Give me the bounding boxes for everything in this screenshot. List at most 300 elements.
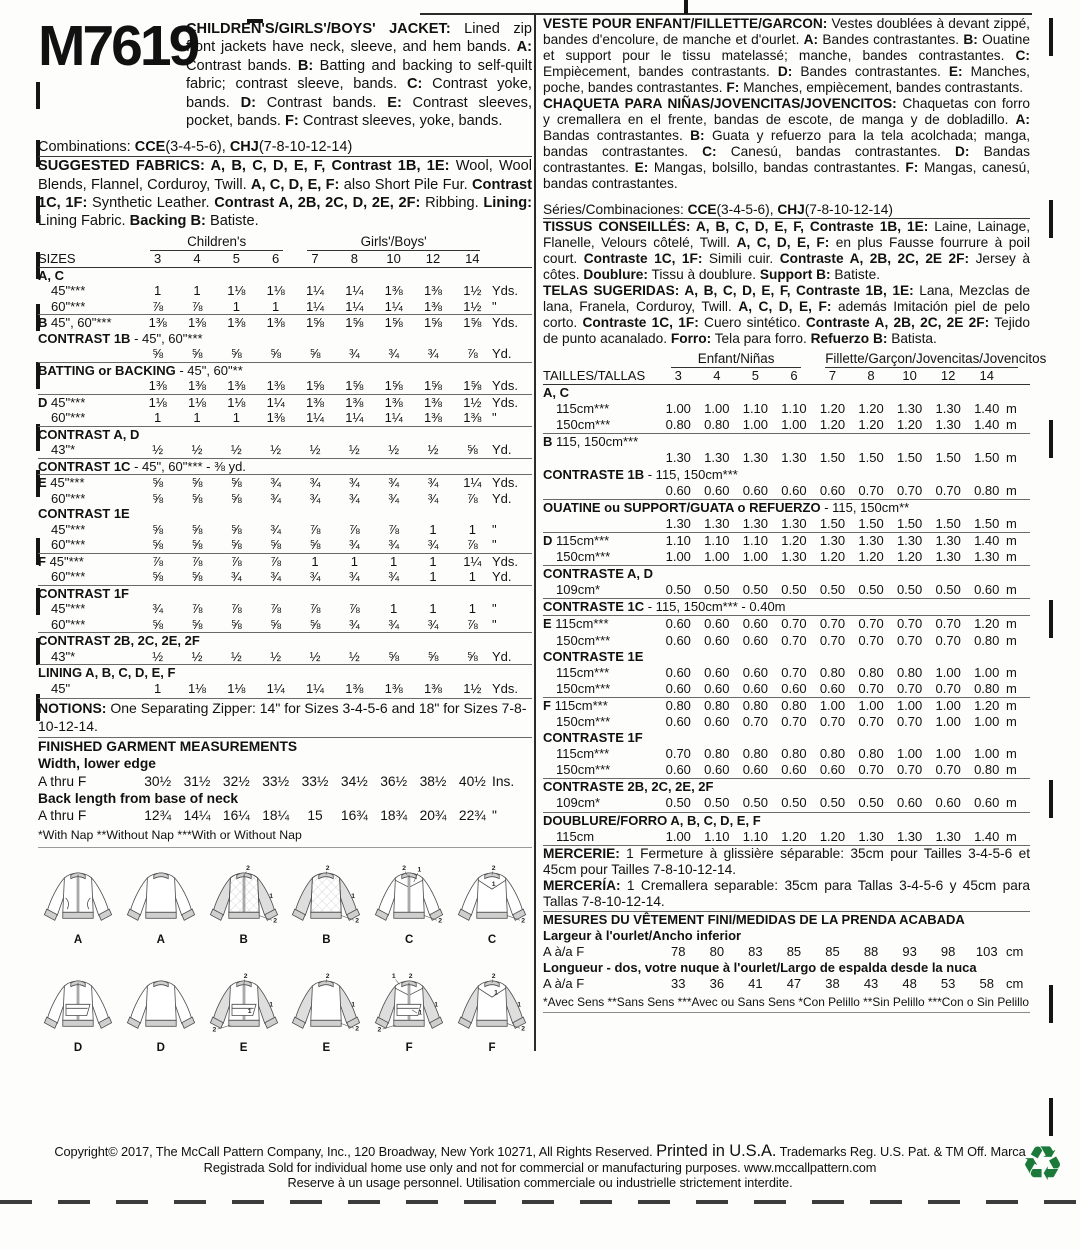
yardage-value: 38	[825, 976, 840, 992]
yardage-value: 0.70	[819, 632, 846, 648]
yardage-value: 93	[902, 943, 917, 959]
table-row: CONTRASTE 1B - 115, 150cm***	[543, 466, 738, 482]
yardage-value: 0.70	[896, 482, 923, 498]
table-row: 115cm*** 0.60 0.60 0.60 0.70 0.80 0.80 0.80 1.00 1.00 m	[556, 664, 1017, 680]
yardage-value: 1	[154, 283, 162, 299]
yardage-value: ⅝	[270, 346, 282, 362]
yardage-value: 1⅝	[423, 378, 443, 394]
jacket-drawing	[204, 864, 284, 927]
table-row: CONTRASTE 2B, 2C, 2E, 2F	[543, 778, 1030, 795]
column-divider	[534, 13, 536, 1051]
yardage-value: ⅞	[309, 521, 321, 537]
yardage-value: ¾	[348, 569, 360, 585]
yardage-value: 0.50	[819, 795, 846, 811]
yardage-value: 1.10	[704, 828, 730, 844]
svg-text:1: 1	[351, 1001, 356, 1009]
yardage-value: 1.20	[781, 532, 807, 548]
yardage-value: 1⅜	[187, 315, 207, 331]
yardage-value: 1.50	[858, 450, 884, 466]
yardage-value: ⅝	[309, 616, 321, 632]
jacket-views-row-1	[38, 864, 532, 946]
yardage-value: 1.00	[781, 417, 807, 433]
yardage-value: 0.60	[742, 616, 769, 632]
yardage-value: ⅞	[152, 298, 164, 314]
table-group-header	[543, 351, 1047, 368]
yardage-value: 14¼	[183, 808, 211, 824]
yardage-value: 1.50	[896, 515, 923, 531]
yardage-value: 0.60	[704, 680, 730, 696]
yardage-value: 0.70	[858, 713, 884, 729]
yardage-value: 1.10	[704, 532, 730, 548]
yardage-value: 1.50	[935, 450, 961, 466]
view-label: A	[156, 934, 165, 947]
yardage-value: 1.20	[781, 828, 807, 844]
jacket-drawing	[38, 864, 118, 927]
yardage-value: 1	[154, 410, 162, 426]
yardage-value: 0.60	[781, 762, 807, 778]
table-row: 1.30 1.30 1.30 1.30 1.50 1.50 1.50 1.50 1.50 m	[543, 450, 1030, 466]
yardage-value: 1	[468, 601, 476, 617]
svg-text:1: 1	[517, 1001, 522, 1009]
table-row: 1⅜ 1⅜ 1⅜ 1⅜ 1⅝ 1⅝ 1⅝ 1⅝ 1⅝ Yds.	[38, 378, 532, 394]
yardage-value: 1½	[463, 283, 482, 299]
yardage-value: 0.50	[704, 582, 730, 598]
svg-text:1: 1	[268, 1001, 273, 1009]
yardage-value: 33½	[301, 773, 329, 789]
yardage-value: ⅝	[230, 475, 242, 491]
yardage-value: 40½	[458, 773, 486, 789]
yardage-value: 0.70	[896, 632, 923, 648]
top-rule	[420, 13, 1032, 15]
yardage-value: 0.80	[665, 697, 691, 713]
table-group-header	[38, 234, 532, 251]
svg-text:2: 2	[355, 917, 360, 925]
yardage-value: 1⅝	[384, 315, 403, 331]
svg-text:2: 2	[408, 973, 413, 981]
table-row: CONTRAST 1E	[38, 506, 130, 522]
yardage-value: ⅞	[309, 601, 321, 617]
table-row: Width, lower edge	[38, 756, 156, 772]
recycle-icon: ♻	[1020, 1136, 1064, 1192]
yardage-value: 1	[311, 553, 319, 569]
yardage-value: 1⅝	[345, 315, 364, 331]
yardage-value: ½	[388, 442, 400, 458]
yardage-value: 1.30	[704, 450, 730, 466]
pattern-number: M7619	[38, 14, 198, 78]
yardage-value: 0.80	[974, 762, 1000, 778]
notions: NOTIONS: One Separating Zipper: 14" for Sizes 3-4-5-6 and 18" for Sizes 7-8-10-12-14.	[38, 698, 532, 735]
svg-text:2: 2	[243, 973, 248, 981]
yardage-value: 1¼	[384, 410, 403, 426]
yardage-value: ⅝	[309, 537, 321, 553]
yardage-value: 1⅜	[305, 394, 325, 410]
yardage-value: 16¾	[340, 808, 368, 824]
yardage-value: 0.70	[819, 616, 846, 632]
nap-footnote-en: *With Nap **Without Nap ***With or Without Nap	[38, 828, 532, 848]
yardage-value: 1¼	[345, 283, 364, 299]
yardage-value: 1⅜	[227, 378, 246, 394]
yardage-value: 0.50	[742, 582, 769, 598]
table-row: A, C	[38, 267, 64, 283]
jacket-view-d-back	[121, 972, 201, 1054]
table-row: MESURES DU VÊTEMENT FINI/MEDIDAS DE LA PRENDA ACABADA	[543, 911, 965, 927]
yardage-value: 0.70	[858, 762, 884, 778]
yardage-value: ⅝	[388, 648, 400, 664]
yardage-value: ⅝	[466, 442, 478, 458]
table-row: 60"*** ⅝ ⅝ ⅝ ⅝ ⅝ ¾ ¾ ¾ ⅞ "	[51, 537, 497, 553]
group-label: Children's	[150, 234, 283, 251]
yardage-value: 1	[193, 283, 201, 299]
yardage-value: ⅞	[230, 553, 242, 569]
svg-text:2: 2	[521, 1025, 526, 1033]
yardage-value: 85	[825, 943, 840, 959]
table-row: OUATINE ou SUPPORT/GUATA o REFUERZO - 115, 150cm**	[543, 499, 1030, 516]
yardage-value: 1⅜	[187, 378, 207, 394]
yardage-value: 1.20	[819, 828, 846, 844]
yardage-value: 0.70	[935, 762, 961, 778]
yardage-value: 1.30	[935, 401, 961, 417]
yardage-value: ¾	[270, 490, 282, 506]
yardage-value: 1¼	[345, 298, 364, 314]
yardage-value: 0.60	[974, 582, 1000, 598]
yardage-value: ⅝	[152, 475, 164, 491]
svg-text:2: 2	[272, 917, 277, 925]
yardage-value: 1.50	[819, 450, 846, 466]
yardage-value: 1.50	[819, 515, 846, 531]
yardage-value: ⅞	[270, 601, 282, 617]
jacket-drawing	[121, 972, 201, 1035]
yardage-value: 1.00	[665, 401, 691, 417]
merceria: MERCERÍA: 1 Cremallera separable: 35cm para Tallas 3-4-5-6 y 45cm para Tallas 7-8-10-12-14.	[543, 877, 1030, 909]
jacket-drawing	[121, 864, 201, 927]
yardage-value: ⅝	[270, 537, 282, 553]
yardage-value: 0.80	[742, 697, 769, 713]
yardage-value: 1⅝	[423, 315, 443, 331]
yardage-value: 0.60	[781, 680, 807, 696]
jacket-view-f-front	[369, 972, 449, 1054]
yardage-value: 1.30	[665, 450, 691, 466]
yardage-value: 1.10	[742, 828, 769, 844]
yardage-value: 0.50	[704, 795, 730, 811]
yardage-value: ¾	[427, 616, 439, 632]
combinations-line: Combinations: CCE(3-4-5-6), CHJ(7-8-10-12-14)	[38, 139, 532, 157]
table-row: 115cm 1.00 1.10 1.10 1.20 1.20 1.30 1.30 1.30 1.40 m	[556, 828, 1017, 844]
table-row: DOUBLURE/FORRO A, B, C, D, E, F	[543, 812, 1030, 829]
registration-mark	[1049, 18, 1053, 56]
yardage-value: ¾	[427, 490, 439, 506]
yardage-value: 1⅛	[227, 394, 246, 410]
jacket-view-b-front	[204, 864, 284, 946]
table-row: D 45"*** 1⅛ 1⅛ 1⅛ 1¼ 1⅜ 1⅜ 1⅜ 1⅜ 1½ Yds.	[38, 394, 532, 411]
nap-footnote-fr-es: *Avec Sens **Sans Sens ***Avec ou Sans Sens *Con Pelillo **Sin Pelillo ***Con o Sin Pelillo	[543, 995, 1030, 1013]
yardage-value: 1.30	[896, 532, 923, 548]
registration-mark	[1049, 1098, 1053, 1136]
svg-text:2: 2	[521, 917, 526, 925]
yardage-value: 0.60	[665, 664, 691, 680]
yardage-value: 12¾	[144, 808, 172, 824]
yardage-value: ⅝	[270, 616, 282, 632]
svg-text:1: 1	[418, 1009, 423, 1017]
yardage-value: 36	[709, 976, 725, 992]
size-header-row: TAILLES/TALLAS 3 4 5 6 7 8 10 12 14	[543, 368, 1030, 385]
yardage-value: 0.70	[781, 616, 807, 632]
svg-text:2: 2	[438, 917, 443, 925]
view-label: A	[73, 934, 83, 947]
yardage-value: 1.00	[974, 713, 1000, 729]
yardage-value: ⅞	[466, 616, 478, 632]
finished-garment-measurements	[38, 737, 532, 824]
yardage-value: 1	[390, 601, 398, 617]
table-row: 60"*** ⅝ ⅝ ⅝ ⅝ ⅝ ¾ ¾ ¾ ⅞ "	[51, 616, 497, 632]
yardage-value: 1.30	[742, 515, 769, 531]
yardage-value: ⅝	[191, 537, 203, 553]
table-row: CONTRAST A, D	[38, 426, 532, 443]
table-row: 45"*** ⅝ ⅝ ⅝ ¾ ⅞ ⅞ ⅞ 1 1 "	[51, 521, 497, 537]
yardage-value: 80	[709, 943, 725, 959]
yardage-value: 0.70	[935, 632, 961, 648]
table-row: B 115, 150cm***	[543, 433, 1030, 450]
yardage-value: 41	[748, 976, 763, 992]
cut-dashed-line	[0, 1200, 1080, 1204]
yardage-value: ¾	[427, 475, 439, 491]
yardage-value: ½	[309, 442, 321, 458]
yardage-value: 1.40	[974, 828, 1000, 844]
svg-text:2: 2	[355, 1025, 360, 1033]
yardage-value: 0.60	[704, 713, 730, 729]
jacket-view-d-front	[38, 972, 118, 1054]
svg-text:1: 1	[247, 1008, 252, 1016]
yardage-value: 0.60	[665, 713, 691, 729]
jacket-drawing	[38, 972, 118, 1035]
yardage-value: 1⅜	[384, 680, 403, 696]
table-row: 109cm* 0.50 0.50 0.50 0.50 0.50 0.50 0.50 0.50 0.60 m	[556, 582, 1017, 598]
view-label: D	[73, 1042, 83, 1055]
yardage-value: 0.50	[781, 582, 807, 598]
yardage-value: ¾	[427, 346, 439, 362]
yardage-value: 0.70	[781, 632, 807, 648]
yardage-value: 43	[863, 976, 879, 992]
yardage-value: ⅝	[191, 521, 203, 537]
table-row: CONTRASTE A, D	[543, 565, 1030, 582]
yardage-value: 0.70	[896, 680, 923, 696]
table-row: 60"*** ⅝ ⅝ ¾ ¾ ¾ ¾ ¾ 1 1 Yd.	[51, 569, 512, 585]
yardage-value: 1¼	[305, 283, 325, 299]
yardage-value: 1.00	[974, 746, 1000, 762]
yardage-value: 1¼	[384, 298, 403, 314]
yardage-value: 1½	[463, 394, 482, 410]
yardage-value: 1.50	[974, 515, 1000, 531]
yardage-value: 1.50	[935, 515, 961, 531]
yardage-value: 88	[863, 943, 879, 959]
table-row: 150cm*** 0.60 0.60 0.70 0.70 0.70 0.70 0.70 1.00 1.00 m	[556, 713, 1017, 729]
yardage-value: 1.40	[974, 417, 1000, 433]
yardage-value: 0.60	[665, 482, 691, 498]
yardage-value: 18¾	[380, 808, 408, 824]
yardage-value: 0.60	[742, 632, 769, 648]
yardage-value: 1¼	[463, 553, 482, 569]
yardage-value: 1	[429, 521, 437, 537]
svg-text:2: 2	[491, 865, 496, 873]
yardage-value: 0.80	[896, 664, 923, 680]
yardage-table-imperial	[38, 234, 532, 696]
yardage-value: ¾	[348, 537, 360, 553]
table-row: A thru F 30½ 31½ 32½ 33½ 33½ 34½ 36½ 38½ 40½ Ins.	[38, 773, 515, 789]
table-row: A à/a F 78 80 83 85 85 88 93 98 103 cm	[543, 943, 1024, 959]
yardage-value: 1.00	[665, 549, 691, 565]
yardage-value: ¾	[230, 569, 242, 585]
yardage-value: 1.30	[935, 417, 961, 433]
yardage-value: 1	[468, 569, 476, 585]
yardage-value: 0.60	[704, 632, 730, 648]
yardage-value: 1.30	[935, 828, 961, 844]
yardage-value: 0.60	[974, 795, 1000, 811]
yardage-value: 1.40	[974, 532, 1000, 548]
table-row: 150cm*** 0.60 0.60 0.60 0.60 0.60 0.70 0.70 0.70 0.80 m	[556, 680, 1017, 696]
yardage-value: 0.70	[896, 713, 923, 729]
jacket-drawing	[369, 864, 449, 927]
yardage-value: 1¼	[266, 680, 285, 696]
yardage-value: 1.20	[896, 549, 923, 565]
yardage-value: 1.30	[665, 515, 691, 531]
yardage-value: 1¼	[305, 298, 325, 314]
table-row: CONTRAST 1F	[38, 585, 532, 602]
yardage-value: 1.30	[781, 549, 807, 565]
yardage-value: ⅝	[191, 475, 203, 491]
yardage-value: 98	[940, 943, 956, 959]
yardage-value: ⅝	[191, 616, 203, 632]
jacket-view-c-front	[369, 864, 449, 946]
yardage-value: ½	[309, 648, 321, 664]
yardage-value: ⅞	[191, 298, 203, 314]
table-row: ⅝ ⅝ ⅝ ⅝ ⅝ ¾ ¾ ¾ ⅞ Yd.	[38, 346, 532, 362]
yardage-value: 1⅜	[423, 283, 443, 299]
yardage-value: ¾	[388, 475, 400, 491]
yardage-value: 0.80	[665, 417, 691, 433]
registration-mark	[1049, 200, 1053, 238]
telas-sugeridas: TELAS SUGERIDAS: A, B, C, D, E, F, Contraste 1B, 1E: Lana, Mezclas de lana, Franela, Corduroy, Twill. A, C, D, E, F: además Imitación piel de pelo corto. Contraste 1C, 1F: Cuero sintético. Contraste A, 2B, 2C, 2E 2F: Tejido de punto acanalado. Forro: Tela para forro. Refuerzo B: Batista.	[543, 283, 1031, 346]
table-row: Back length from base of neck	[38, 790, 239, 806]
jacket-drawing	[204, 972, 284, 1035]
table-row: 115cm*** 0.70 0.80 0.80 0.80 0.80 0.80 1.00 1.00 1.00 m	[556, 746, 1017, 762]
table-row: 150cm*** 0.60 0.60 0.60 0.70 0.70 0.70 0.70 0.70 0.80 m	[556, 632, 1017, 648]
yardage-value: 1⅛	[187, 680, 207, 696]
yardage-value: 1.30	[781, 450, 807, 466]
yardage-value: 0.80	[704, 746, 730, 762]
yardage-value: ½	[152, 442, 164, 458]
jacket-drawing	[452, 864, 532, 927]
yardage-value: 0.80	[858, 746, 884, 762]
svg-text:1: 1	[268, 893, 273, 901]
yardage-value: 1⅜	[266, 315, 285, 331]
yardage-value: 1¼	[266, 394, 285, 410]
yardage-value: 0.70	[896, 616, 923, 632]
yardage-value: ¾	[309, 569, 321, 585]
yardage-value: 1.30	[742, 450, 769, 466]
svg-text:2: 2	[245, 865, 250, 873]
yardage-value: 0.80	[858, 664, 884, 680]
view-label: C	[405, 934, 414, 947]
tissus-conseilles: TISSUS CONSEILLÉS: A, B, C, D, E, F, Contraste 1B, 1E: Laine, Lainage, Flanelle, Velours côtelé, Twill. A, C, D, E, F: en plus Fausse fourrure à poil court. Contraste 1C, 1F: Simili cuir. Contraste A, 2B, 2C, 2E 2F: Jersey à côtes. Doublure: Tissu à doublure. Support B: Batiste.	[543, 219, 1030, 282]
yardage-value: 1.20	[858, 401, 884, 417]
yardage-value: ⅞	[348, 601, 360, 617]
table-row: BATTING or BACKING - 45", 60"**	[38, 362, 532, 379]
yardage-value: ½	[348, 442, 360, 458]
yardage-value: ⅝	[466, 648, 478, 664]
yardage-value: 1.00	[665, 828, 691, 844]
copyright-footer	[0, 1144, 1080, 1191]
yardage-value: ⅝	[152, 521, 164, 537]
yardage-value: 30½	[144, 773, 172, 789]
yardage-value: 32½	[222, 773, 250, 789]
yardage-value: 0.60	[742, 762, 769, 778]
svg-text:2: 2	[402, 865, 407, 873]
table-row: 115cm*** 1.00 1.00 1.10 1.10 1.20 1.20 1.30 1.30 1.40 m	[556, 401, 1017, 417]
yardage-value: 1⅜	[227, 315, 246, 331]
yardage-value: 1.00	[819, 697, 846, 713]
yardage-value: 1.00	[704, 401, 730, 417]
yardage-value: 22¾	[458, 808, 486, 824]
yardage-value: 31½	[183, 773, 211, 789]
yardage-value: 0.70	[665, 746, 691, 762]
table-row: 45" 1 1⅛ 1⅛ 1¼ 1¼ 1⅜ 1⅜ 1⅜ 1½ Yds.	[51, 680, 518, 696]
yardage-value: 1.10	[742, 401, 769, 417]
garment-description-en: CHILDREN'S/GIRLS'/BOYS' JACKET: Lined zip front jackets have neck, sleeve, and hem bands. A: Contrast bands. B: Batting and backing to self-quilt fabric; contrast sleeve, bands. C: Contrast yoke, bands. D: Contrast bands. E: Contrast sleeves, pocket, bands. F: Contrast sleeves, yoke, bands.	[186, 21, 533, 130]
yardage-value: 1	[272, 298, 280, 314]
yardage-value: ⅝	[230, 521, 242, 537]
yardage-value: 1½	[463, 298, 482, 314]
svg-text:2: 2	[212, 1026, 216, 1034]
yardage-value: 0.60	[819, 680, 846, 696]
yardage-value: 53	[940, 976, 956, 992]
yardage-value: 1.30	[974, 549, 1000, 565]
yardage-value: 0.70	[858, 632, 884, 648]
table-row: 0.60 0.60 0.60 0.60 0.60 0.70 0.70 0.70 0.80 m	[543, 483, 1030, 499]
yardage-value: ⅞	[270, 553, 282, 569]
yardage-value: 33	[671, 976, 686, 992]
yardage-value: 0.60	[742, 680, 769, 696]
yardage-value: 1⅛	[227, 680, 246, 696]
yardage-value: 0.80	[974, 680, 1000, 696]
yardage-value: 1	[429, 601, 437, 617]
yardage-value: ⅞	[191, 601, 203, 617]
table-row: 43"* ½ ½ ½ ½ ½ ½ ½ ½ ⅝ Yd.	[51, 442, 512, 458]
yardage-value: 1.30	[819, 532, 846, 548]
table-row: A thru F 12¾ 14¼ 16¼ 18¼ 15 16¾ 18¾ 20¾ 22¾ "	[38, 808, 497, 824]
yardage-value: ⅝	[230, 490, 242, 506]
yardage-value: 1⅝	[305, 315, 325, 331]
yardage-value: 1⅝	[463, 378, 482, 394]
yardage-value: 1⅜	[423, 680, 443, 696]
yardage-value: 1.20	[819, 417, 846, 433]
copyright-line-2: Registrada Sold for individual home use only and not for commercial or manufacturing purposes. www.mccallpattern.com	[203, 1159, 877, 1175]
yardage-value: ¾	[348, 616, 360, 632]
yardage-value: 15	[307, 808, 323, 824]
yardage-value: ½	[348, 648, 360, 664]
yardage-value: 0.80	[819, 664, 846, 680]
yardage-value: 1.00	[935, 746, 961, 762]
table-row: CONTRAST 1C - 45", 60"*** - ⅜ yd.	[38, 458, 532, 476]
yardage-value: ¾	[388, 569, 400, 585]
mercerie: MERCERIE: 1 Fermeture à glissière séparable: 35cm pour Tailles 3-4-5-6 et 45cm pour Tailles 7-8-10-12-14.	[543, 845, 1030, 877]
view-label: C	[487, 934, 497, 947]
yardage-value: ⅝	[230, 616, 242, 632]
yardage-value: 103	[975, 943, 998, 959]
view-label: E	[239, 1042, 248, 1055]
yardage-value: 47	[786, 976, 802, 992]
yardage-value: 1⅛	[266, 283, 285, 299]
yardage-value: 0.70	[896, 762, 923, 778]
yardage-value: 0.70	[819, 713, 846, 729]
